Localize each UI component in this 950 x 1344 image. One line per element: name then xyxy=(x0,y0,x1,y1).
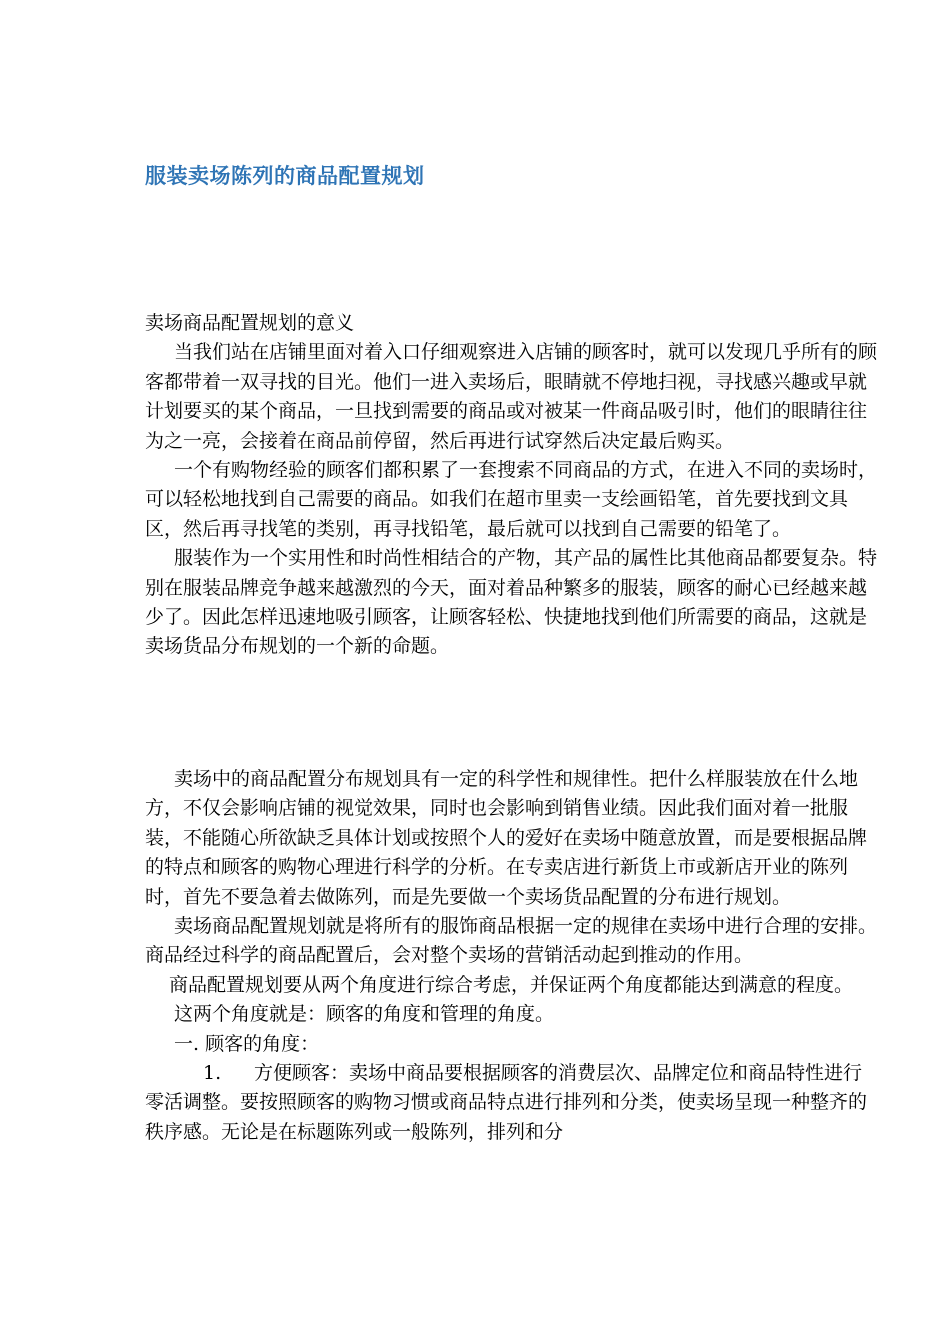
list-item-1 xyxy=(145,1059,880,1147)
section-1 xyxy=(145,309,880,662)
paragraph-6: 商品配置规划要从两个角度进行综合考虑，并保证两个角度都能达到满意的程度。 xyxy=(169,973,854,996)
subheading-customer-perspective: 一. 顾客的角度： xyxy=(174,1032,320,1055)
section-heading: 卖场商品配置规划的意义 xyxy=(145,312,355,334)
paragraph-5: 卖场商品配置规划就是将所有的服饰商品根据一定的规律在卖场中进行合理的安排。商品经过科学的商品配置后，会对整个卖场的营销活动起到推动的作用。 xyxy=(145,915,878,967)
document-title: 服装卖场陈列的商品配置规划 xyxy=(145,164,425,188)
section-2 xyxy=(145,765,880,1147)
paragraph-4: 卖场中的商品配置分布规划具有一定的科学性和规律性。把什么样服装放在什么地方，不仅会影响店铺的视觉效果，同时也会影响到销售业绩。因此我们面对着一批服装，不能随心所欲缺乏具体计划或按照个人的爱好在卖场中随意放置，而是要根据品牌的特点和顾客的购物心理进行科学的分析。在专卖店进行新货上市或新店开业的陈列时，首先不要急着去做陈列，而是先要做一个卖场货品配置的分布进行规划。 xyxy=(145,768,868,908)
paragraph-2: 一个有购物经验的顾客们都积累了一套搜索不同商品的方式，在进入不同的卖场时，可以轻松地找到自己需要的商品。如我们在超市里卖一支绘画铅笔，首先要找到文具区，然后再寻找笔的类别，再寻找铅笔，最后就可以找到自己需要的铅笔了。 xyxy=(145,459,878,540)
list-item-text: 方便顾客：卖场中商品要根据顾客的消费层次、品牌定位和商品特性进行零活调整。要按照顾客的购物习惯或商品特点进行排列和分类，使卖场呈现一种整齐的秩序感。无论是在标题陈列或一般陈列，排列和分 xyxy=(145,1062,868,1143)
paragraph-1: 当我们站在店铺里面对着入口仔细观察进入店铺的顾客时，就可以发现几乎所有的顾客都带着一双寻找的目光。他们一进入卖场后，眼睛就不停地扫视，寻找感兴趣或早就计划要买的某个商品，一旦找到需要的商品或对被某一件商品吸引时，他们的眼睛往往为之一亮，会接着在商品前停留，然后再进行试穿然后决定最后购买。 xyxy=(145,341,878,452)
paragraph-3: 服装作为一个实用性和时尚性相结合的产物，其产品的属性比其他商品都要复杂。特别在服装品牌竞争越来越激烈的今天，面对着品种繁多的服装，顾客的耐心已经越来越少了。因此怎样迅速地吸引顾客，让顾客轻松、快捷地找到他们所需要的商品，这就是卖场货品分布规划的一个新的命题。 xyxy=(145,547,878,658)
paragraph-7: 这两个角度就是：顾客的角度和管理的角度。 xyxy=(174,1003,555,1026)
list-item-number: 1. xyxy=(203,1062,222,1085)
